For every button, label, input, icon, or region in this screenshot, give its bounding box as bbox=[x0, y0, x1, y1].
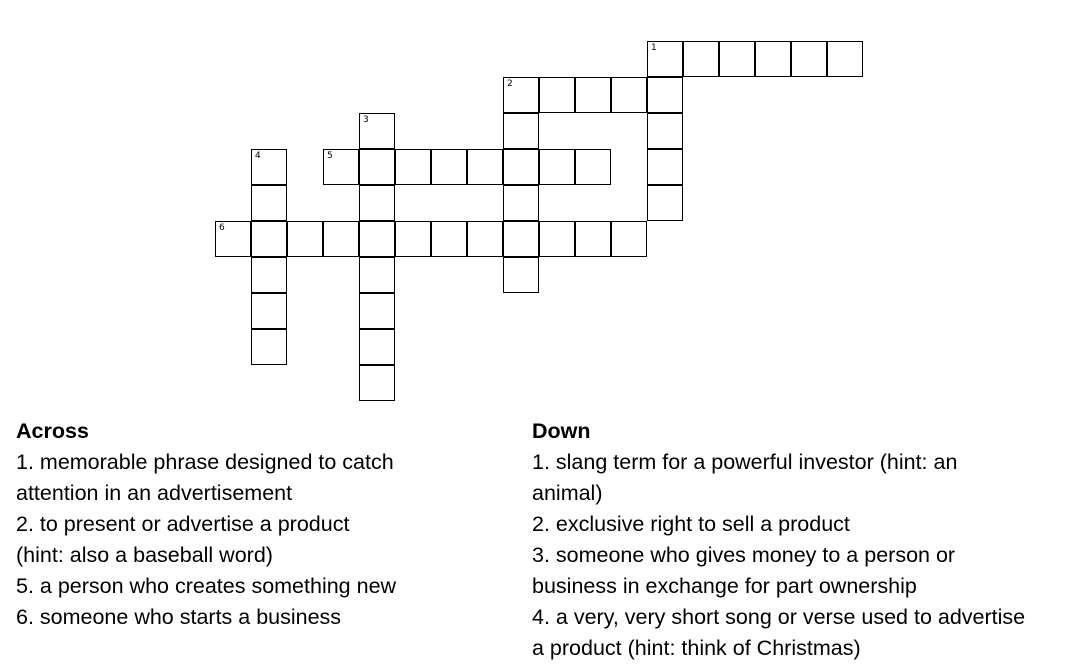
grid-cell[interactable] bbox=[719, 41, 755, 77]
grid-cell[interactable] bbox=[503, 149, 539, 185]
grid-cell[interactable] bbox=[647, 77, 683, 113]
grid-cell[interactable] bbox=[395, 149, 431, 185]
clue-line: 1. memorable phrase designed to catch bbox=[16, 450, 394, 474]
grid-cell[interactable] bbox=[575, 77, 611, 113]
down-clue-4 bbox=[532, 602, 1077, 664]
grid-cell[interactable] bbox=[647, 149, 683, 185]
grid-cell[interactable] bbox=[647, 41, 683, 77]
clue-line: a product (hint: think of Christmas) bbox=[532, 636, 861, 660]
grid-cell[interactable] bbox=[251, 185, 287, 221]
grid-cell[interactable] bbox=[251, 257, 287, 293]
grid-cell[interactable] bbox=[287, 221, 323, 257]
grid-cell[interactable] bbox=[539, 77, 575, 113]
grid-cell[interactable] bbox=[359, 185, 395, 221]
grid-cell[interactable] bbox=[683, 41, 719, 77]
clue-line: 5. a person who creates something new bbox=[16, 574, 397, 598]
grid-cell[interactable] bbox=[503, 221, 539, 257]
down-clue-2 bbox=[532, 509, 1077, 540]
down-clue-1 bbox=[532, 447, 1077, 509]
clue-number: 4 bbox=[255, 151, 261, 161]
clue-line: 2. exclusive right to sell a product bbox=[532, 512, 850, 536]
grid-cell[interactable] bbox=[647, 113, 683, 149]
across-clue-5 bbox=[16, 571, 516, 602]
grid-cell[interactable] bbox=[251, 149, 287, 185]
grid-cell[interactable] bbox=[611, 221, 647, 257]
grid-cell[interactable] bbox=[539, 149, 575, 185]
down-clues bbox=[532, 416, 1077, 664]
grid-cell[interactable] bbox=[359, 149, 395, 185]
across-clue-1 bbox=[16, 447, 516, 509]
clue-line: business in exchange for part ownership bbox=[532, 574, 917, 598]
grid-cell[interactable] bbox=[251, 221, 287, 257]
grid-cell[interactable] bbox=[359, 329, 395, 365]
grid-cell[interactable] bbox=[827, 41, 863, 77]
clue-line: 2. to present or advertise a product bbox=[16, 512, 350, 536]
clue-number: 2 bbox=[507, 79, 513, 89]
grid-cell[interactable] bbox=[251, 293, 287, 329]
grid-cell[interactable] bbox=[503, 77, 539, 113]
grid-cell[interactable] bbox=[395, 221, 431, 257]
grid-cell[interactable] bbox=[359, 221, 395, 257]
across-heading: Across bbox=[16, 419, 89, 443]
grid-cell[interactable] bbox=[503, 185, 539, 221]
grid-cell[interactable] bbox=[467, 221, 503, 257]
grid-cell[interactable] bbox=[611, 77, 647, 113]
across-clue-6 bbox=[16, 602, 516, 633]
grid-cell[interactable] bbox=[791, 41, 827, 77]
clue-line: 1. slang term for a powerful investor (hint: an bbox=[532, 450, 958, 474]
grid-cell[interactable] bbox=[251, 329, 287, 365]
clue-line: 6. someone who starts a business bbox=[16, 605, 342, 629]
clue-line: attention in an advertisement bbox=[16, 481, 293, 505]
across-clues bbox=[16, 416, 516, 633]
grid-cell[interactable] bbox=[431, 221, 467, 257]
grid-cell[interactable] bbox=[359, 293, 395, 329]
grid-cell[interactable] bbox=[359, 365, 395, 401]
clue-number: 1 bbox=[651, 43, 657, 53]
clue-number: 5 bbox=[327, 151, 333, 161]
grid-cell[interactable] bbox=[467, 149, 503, 185]
clue-number: 3 bbox=[363, 115, 369, 125]
clue-line: 4. a very, very short song or verse used to advertise bbox=[532, 605, 1026, 629]
grid-cell[interactable] bbox=[323, 221, 359, 257]
clue-line: (hint: also a baseball word) bbox=[16, 543, 273, 567]
grid-cell[interactable] bbox=[647, 185, 683, 221]
down-heading: Down bbox=[532, 419, 591, 443]
across-clue-2 bbox=[16, 509, 516, 571]
down-clue-3 bbox=[532, 540, 1077, 602]
grid-cell[interactable] bbox=[323, 149, 359, 185]
clue-line: 3. someone who gives money to a person or bbox=[532, 543, 956, 567]
grid-cell[interactable] bbox=[503, 113, 539, 149]
grid-cell[interactable] bbox=[575, 149, 611, 185]
grid-cell[interactable] bbox=[539, 221, 575, 257]
grid-cell[interactable] bbox=[359, 257, 395, 293]
grid-cell[interactable] bbox=[755, 41, 791, 77]
grid-cell[interactable] bbox=[503, 257, 539, 293]
grid-cell[interactable] bbox=[359, 113, 395, 149]
clue-line: animal) bbox=[532, 481, 603, 505]
grid-cell[interactable] bbox=[431, 149, 467, 185]
grid-cell[interactable] bbox=[575, 221, 611, 257]
grid-cell[interactable] bbox=[215, 221, 251, 257]
clue-number: 6 bbox=[219, 223, 225, 233]
